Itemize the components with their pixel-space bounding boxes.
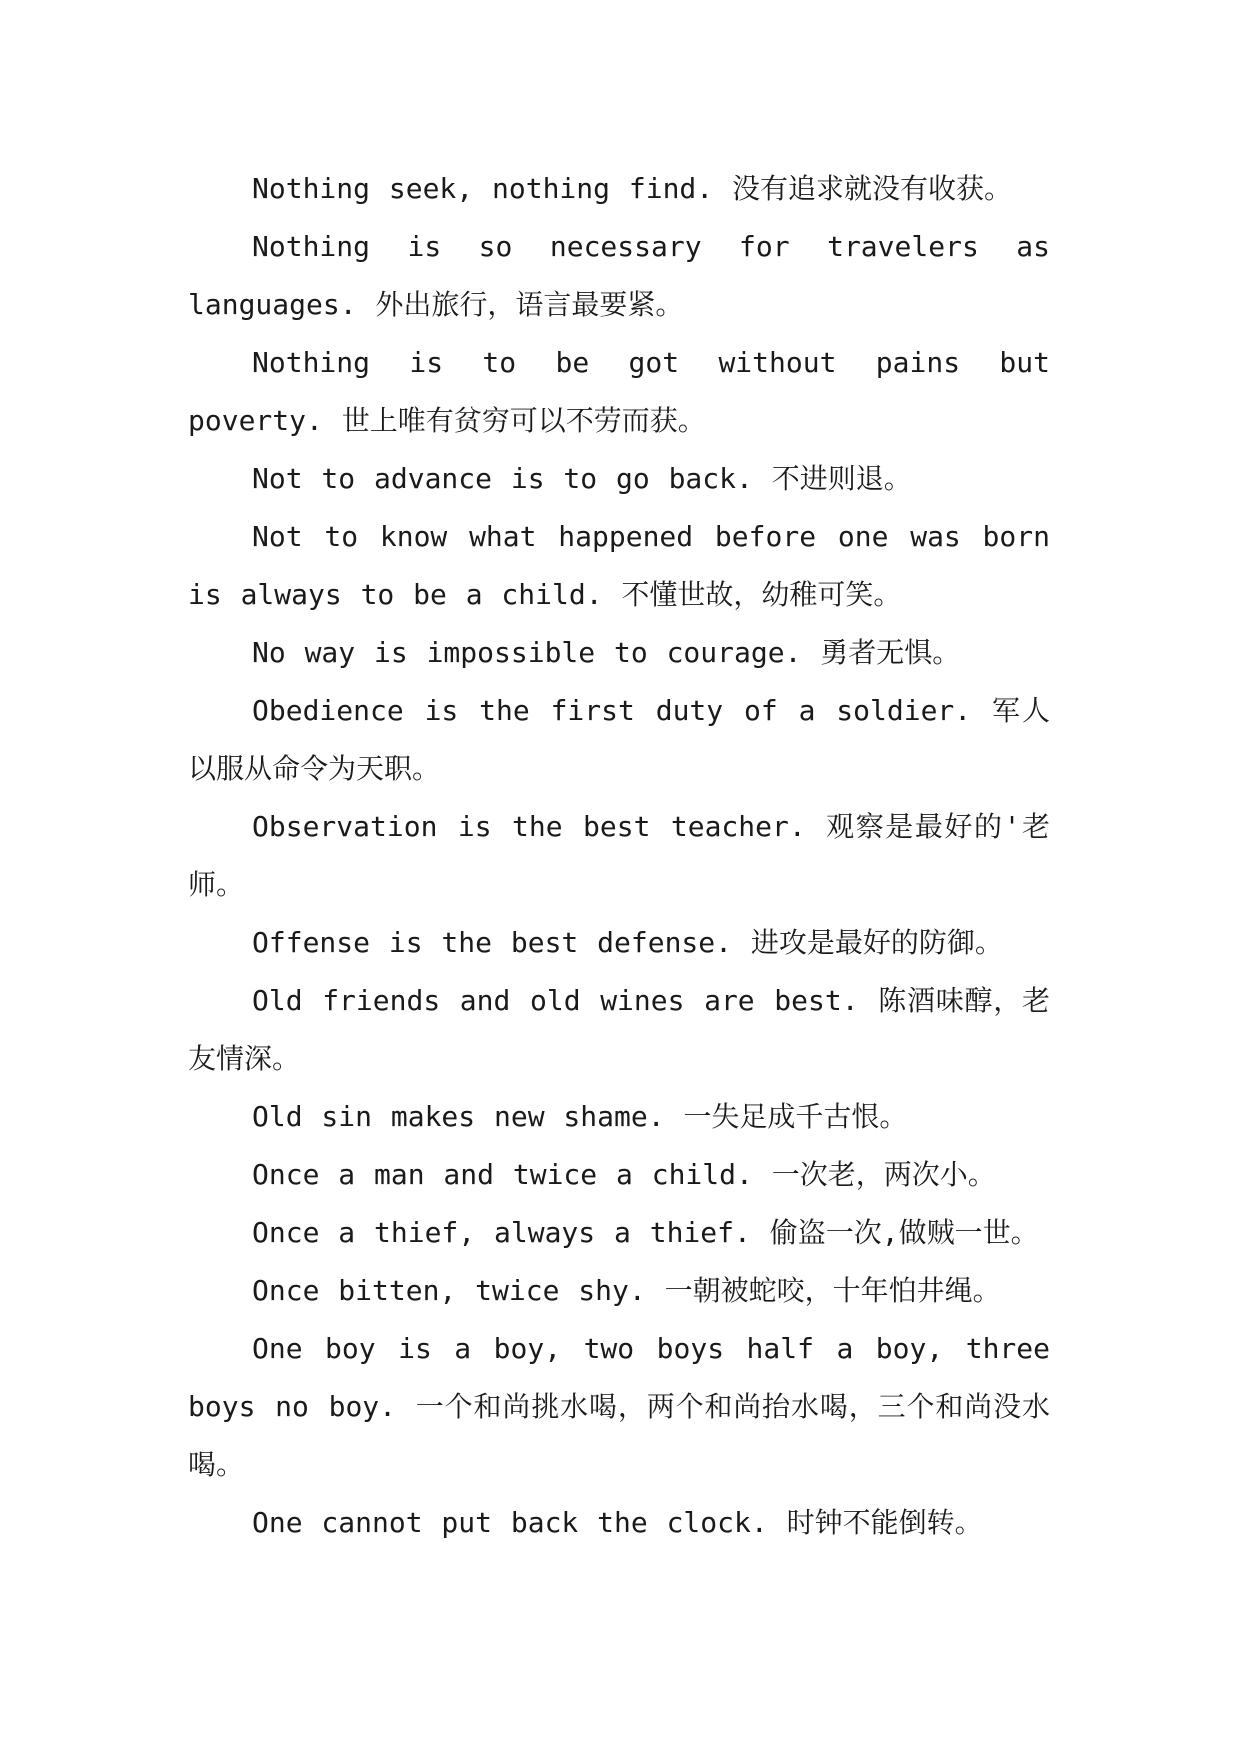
proverb-paragraph: Once bitten, twice shy. 一朝被蛇咬，十年怕井绳。 bbox=[252, 1274, 1001, 1307]
proverb-list bbox=[188, 160, 1050, 1552]
proverb-paragraph: Old friends and old wines are best. 陈酒味醇，老友情深。 bbox=[188, 984, 1050, 1075]
proverb-paragraph: One cannot put back the clock. 时钟不能倒转。 bbox=[252, 1506, 983, 1539]
proverb-paragraph: Obedience is the first duty of a soldier. 军人以服从命令为天职。 bbox=[188, 694, 1050, 785]
proverb-paragraph: Offense is the best defense. 进攻是最好的防御。 bbox=[252, 926, 1003, 959]
proverb-paragraph: Nothing is so necessary for travelers as languages. 外出旅行，语言最要紧。 bbox=[188, 230, 1050, 321]
proverb-paragraph: No way is impossible to courage. 勇者无惧。 bbox=[252, 636, 961, 669]
proverb-paragraph: Once a man and twice a child. 一次老，两次小。 bbox=[252, 1158, 996, 1191]
proverb-paragraph: Observation is the best teacher. 观察是最好的'老师。 bbox=[188, 810, 1050, 901]
proverb-paragraph: Once a thief, always a thief. 偷盗一次,做贼一世。 bbox=[252, 1216, 1039, 1249]
proverb-paragraph: Nothing seek, nothing find. 没有追求就没有收获。 bbox=[252, 172, 1013, 205]
proverb-paragraph: Old sin makes new shame. 一失足成千古恨。 bbox=[252, 1100, 908, 1133]
proverb-paragraph: Not to advance is to go back. 不进则退。 bbox=[252, 462, 912, 495]
proverb-paragraph: Nothing is to be got without pains but poverty. 世上唯有贫穷可以不劳而获。 bbox=[188, 346, 1050, 437]
proverb-paragraph: One boy is a boy, two boys half a boy, three boys no boy. 一个和尚挑水喝，两个和尚抬水喝，三个和尚没水喝。 bbox=[188, 1332, 1050, 1481]
proverb-paragraph: Not to know what happened before one was born is always to be a child. 不懂世故，幼稚可笑。 bbox=[188, 520, 1050, 611]
